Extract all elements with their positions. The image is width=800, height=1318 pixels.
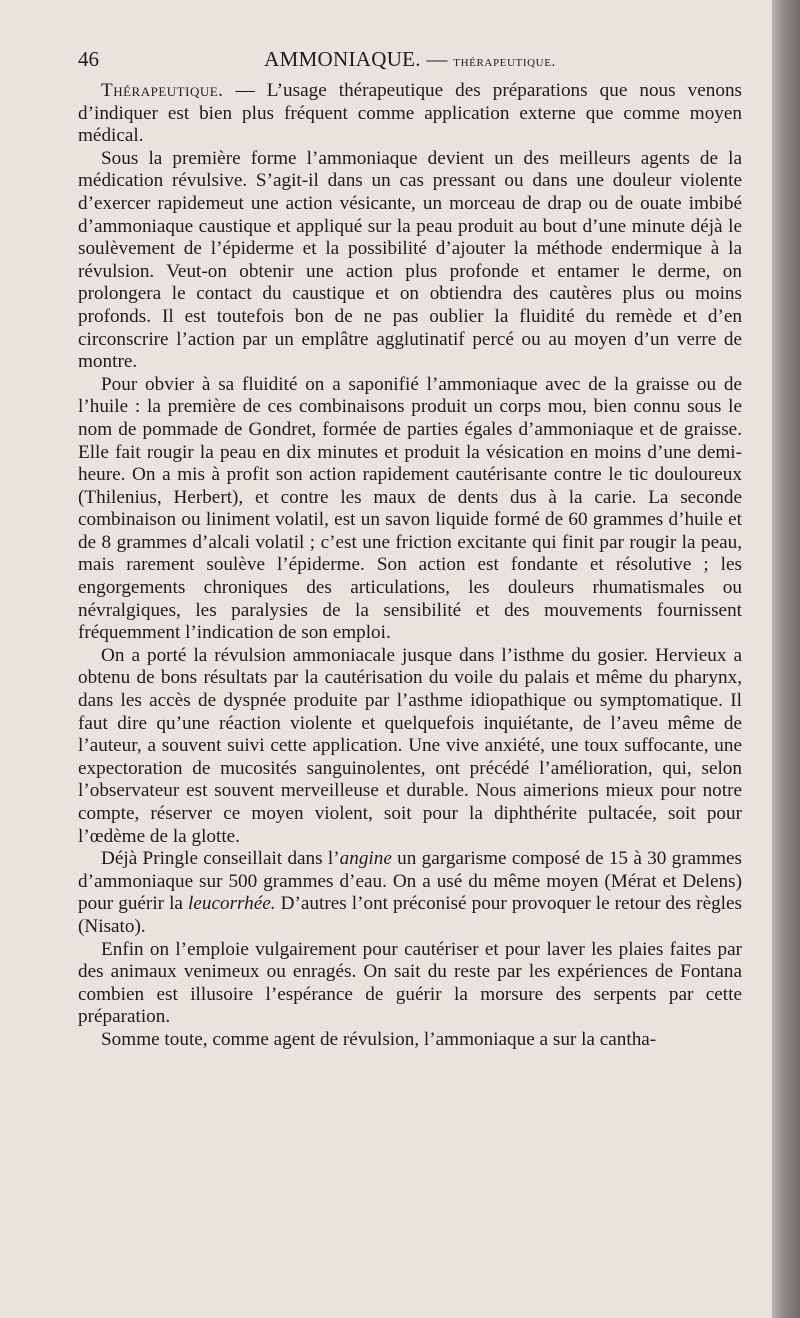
page-edge-shadow bbox=[772, 0, 800, 1318]
paragraph-text: Déjà Pringle conseillait dans l’ bbox=[101, 848, 340, 870]
page-number: 46 bbox=[78, 47, 99, 71]
paragraph-plaies: Enfin on l’emploie vulgairement pour cautériser et pour laver les plaies faites par des animaux venimeux ou enragés. On sait du reste par les expériences de Fontana combien est illusoire l’espérance de guérir la morsure des serpents par cette préparation. bbox=[78, 938, 742, 1028]
paragraph-therapeutique bbox=[78, 80, 742, 148]
paragraph-revulsion: Sous la première forme l’ammoniaque devient un des meilleurs agents de la médication révulsive. S’agit-il dans un cas pressant ou dans une douleur violente d’exercer rapidemeut une action vésicante, un morceau de drap ou de ouate imbibé d’ammoniaque caustique et appliqué sur la peau produit au bout d’une minute déjà le soulèvement de l’épiderme et la possibilité d’ajouter la méthode endermique à la révulsion. Veut-on obtenir une action plus profonde et entamer le derme, on prolongera le contact du caustique et on obtiendra des cautères plus ou moins profonds. Il est toutefois bon de ne pas oublier la fluidité du remède et d’en circonscrire l’action par un emplâtre agglutinatif percé ou au moyen d’un verre de montre. bbox=[78, 147, 742, 373]
running-header bbox=[78, 44, 742, 74]
paragraph-text: un gargarisme composé de 15 à 30 grammes d’ammoniaque sur 500 grammes d’eau. On a usé du même moyen (Mérat et Delens) pour guérir la bbox=[78, 848, 742, 915]
paragraph-somme-toute: Somme toute, comme agent de révulsion, l’ammoniaque a sur la cantha- bbox=[101, 1028, 657, 1050]
paragraph-angine bbox=[78, 848, 742, 938]
paragraph-text: — L’usage thérapeutique des préparations que nous venons d’indiquer est bien plus fréquent comme application externe que comme moyen médical. bbox=[78, 80, 742, 147]
italic-term-leucorrhee: leucorrhée. bbox=[188, 893, 276, 915]
header-subtitle: thérapeutique. bbox=[453, 54, 556, 70]
paragraph-saponification: Pour obvier à sa fluidité on a saponifié l’ammoniaque avec de la graisse ou de l’huile : la première de ces combinaisons produit un corps mou, bien connu sous le nom de pommade de Gondret, formée de parties égales d’ammoniaque et de graisse. Elle fait rougir la peau en dix minutes et produit la vésication en moins d’une demi-heure. On a mis à profit son action rapidement cautérisante contre le tic douloureux (Thilenius, Herbert), et contre les maux de dents dus à la carie. La seconde combinaison ou liniment volatil, est un savon liquide formé de 60 grammes d’huile et de 8 grammes d’alcali volatil ; c’est une friction excitante qui finit par rougir la peau, mais rarement soulève l’épiderme. Son action est fondante et résolutive ; les engorgements chroniques des articulations, les douleurs rhumatismales ou névralgiques, les paralysies de la sensibilité et des mouvements fournissent fréquemment l’indication de son emploi. bbox=[78, 373, 742, 644]
body-text bbox=[78, 80, 742, 1052]
running-title bbox=[78, 44, 742, 77]
header-title: AMMONIAQUE. bbox=[264, 47, 421, 71]
paragraph-gosier: On a porté la révulsion ammoniacale jusque dans l’isthme du gosier. Hervieux a obtenu de bons résultats par la cautérisation du voile du palais et même du pharynx, dans les accès de dyspnée produite par l’asthme idiopathique ou symptomatique. Il faut dire qu’une réaction violente et quelquefois inquiétante, de l’aveu même de l’auteur, a souvent suivi cette application. Une vive anxiété, une toux suffocante, une expectoration de mucosités sanguinolentes, ont précédé l’amélioration, qui, selon l’observateur est souvent merveilleuse et durable. Nous aimerions mieux pour notre compte, réserver ce moyen violent, soit pour la diphthérite pultacée, soit pour l’œdème de la glotte. bbox=[78, 644, 742, 847]
italic-term-angine: angine bbox=[339, 848, 392, 870]
header-dash: — bbox=[426, 47, 448, 71]
section-lead: Thérapeutique. bbox=[101, 80, 224, 101]
paragraph-text: D’autres l’ont préconisé pour provoquer le retour des règles (Nisato). bbox=[78, 893, 742, 937]
